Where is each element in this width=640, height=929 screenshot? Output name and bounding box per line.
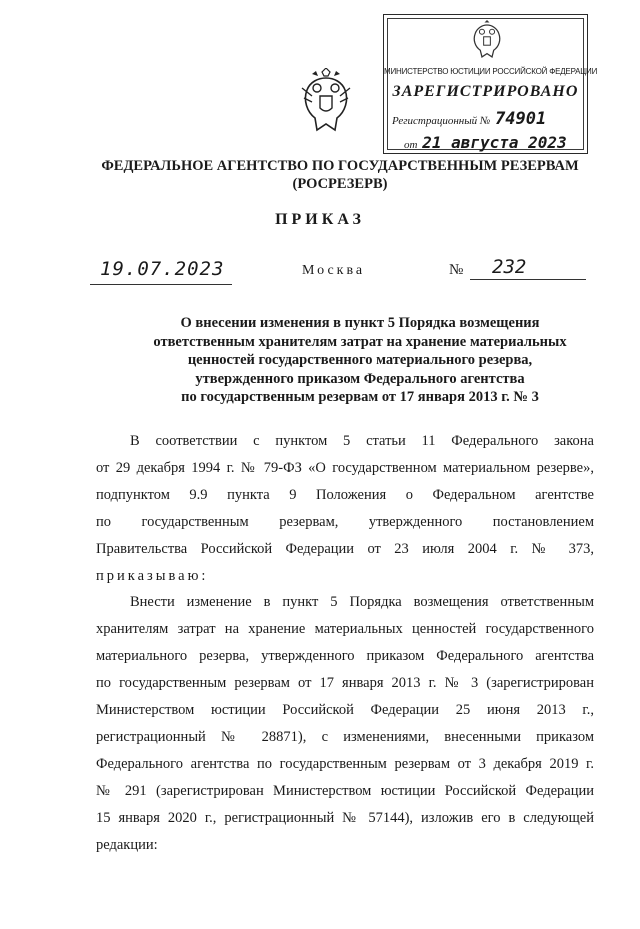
- date-underline: [90, 284, 232, 285]
- text-line: Правительства Российской Федерации от 23 июля 2004 г. № 373,: [96, 541, 594, 557]
- subject-line: по государственным резервам от 17 января 2013 г. № 3: [181, 389, 539, 405]
- text-line: Федерального агентства по государственным резервам от 3 декабря 2019 г.: [96, 756, 594, 772]
- text-line: редакции:: [96, 837, 158, 853]
- text-line: от 29 декабря 1994 г. № 79-ФЗ «О государственном материальном резерве»,: [96, 460, 594, 476]
- agency-abbr: (РОСРЕЗЕРВ): [292, 176, 388, 192]
- subject-line: ценностей государственного материального резерва,: [187, 352, 533, 368]
- stamp-ministry: МИНИСТЕРСТВО ЮСТИЦИИ РОССИЙСКОЙ ФЕДЕРАЦИИ: [384, 67, 598, 76]
- stamp-date-value: 21 августа 2023: [422, 133, 567, 152]
- text-line: Министерством юстиции Российской Федерации 25 июня 2013 г.,: [96, 702, 594, 718]
- stamp-reg-label: Регистрационный №: [392, 115, 491, 127]
- coat-of-arms-icon: [298, 68, 354, 138]
- paragraph-amendment: [96, 589, 594, 859]
- subject-line: утвержденного приказом Федерального агентства: [195, 370, 525, 387]
- subject-line: О внесении изменения в пункт 5 Порядка возмещения: [180, 315, 540, 331]
- text-line: № 291 (зарегистрирован Министерством юстиции Российской Федерации: [96, 783, 594, 799]
- document-type: ПРИКАЗ: [275, 211, 365, 228]
- stamp-emblem-icon: [470, 20, 504, 62]
- text-line: 15 января 2020 г., регистрационный № 57144), изложив его в следующей: [96, 810, 594, 826]
- stamp-reg-number-line: [392, 109, 587, 129]
- stamp-date-prefix: от: [404, 139, 418, 151]
- order-date: 19.07.2023: [100, 258, 225, 280]
- number-underline: [470, 279, 586, 280]
- text-line: по государственным резервам от 17 января 2013 г. № 3 (зарегистрирован: [96, 675, 594, 691]
- text-line-order-word: приказываю:: [96, 568, 209, 584]
- order-city: Москва: [302, 263, 366, 278]
- text-line: хранителям затрат на хранение материальных ценностей государственного: [96, 621, 594, 637]
- agency-name: ФЕДЕРАЛЬНОЕ АГЕНТСТВО ПО ГОСУДАРСТВЕННЫМ РЕЗЕРВАМ: [101, 158, 579, 174]
- order-number: 232: [492, 256, 527, 278]
- stamp-registered: ЗАРЕГИСТРИРОВАНО: [392, 83, 579, 100]
- order-subject: [100, 314, 620, 407]
- text-line: материального резерва, утвержденного приказом Федерального агентства: [96, 648, 594, 664]
- text-line: подпунктом 9.9 пункта 9 Положения о Федеральном агентстве: [96, 487, 594, 503]
- stamp-reg-number: 74901: [495, 109, 547, 129]
- text-line: В соответствии с пунктом 5 статьи 11 Федерального закона: [130, 433, 594, 449]
- stamp-date-line: [404, 133, 587, 152]
- text-line: регистрационный № 28871), с изменениями, внесенными приказом: [96, 729, 594, 745]
- paragraph-basis: [96, 428, 594, 590]
- text-line: по государственным резервам, утвержденного постановлением: [96, 514, 594, 530]
- text-line: Внести изменение в пункт 5 Порядка возмещения ответственным: [130, 594, 594, 610]
- subject-line: ответственным хранителям затрат на хранение материальных: [153, 333, 567, 350]
- number-sign: №: [449, 262, 464, 278]
